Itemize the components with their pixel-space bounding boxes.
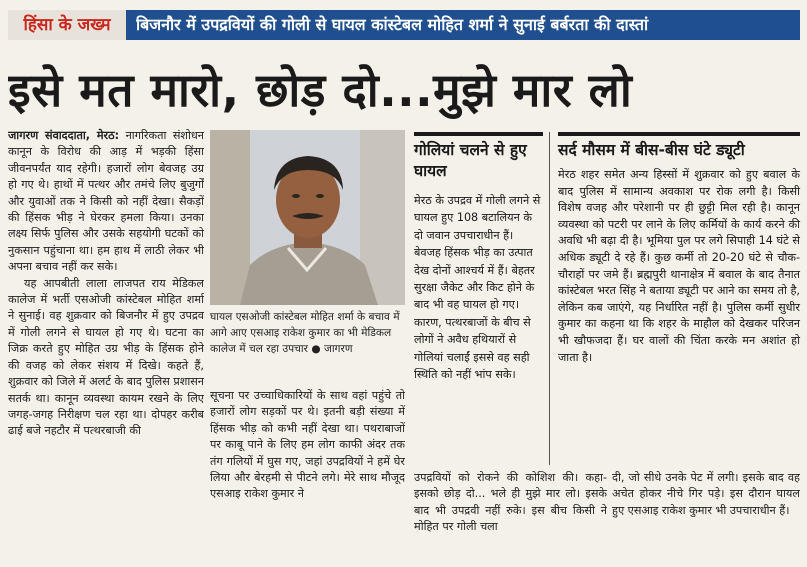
photo-illustration: [210, 130, 405, 305]
byline: जागरण संवाददाता, मेरठ:: [8, 129, 120, 142]
article-column-1: [8, 128, 204, 558]
section-tag: हिंसा के जख्म: [8, 10, 126, 40]
box-body: मेरठ शहर समेत अन्य हिस्सों में शुक्रवार को हुए बवाल के बाद पुलिस में सामान्य अवकाश पर रोक लगी है। किसी विशेष वजह और परेशानी पर ही छुट्टी मिल रही है। कानून व्यवस्था को पटरी पर लाने के लिए कर्मियों के कार्य करने की अवधि भी बढ़ा दी है। भूमिया पुल पर लगे सिपाही 14 घंटे से अधिक ड्यूटी दे रहे हैं। कुछ कर्मी तो 20-20 घंटे से चौक-चौराहों पर जमे हैं। ब्रह्मपुरी थानाक्षेत्र में बवाल के बाद तैनात कांस्टेबल भरत सिंह ने बताया ड्यूटी पर आने का समय तो है, लेकिन कब जाएंगे, यह निर्धारित नहीं है। पुलिस कर्मी सुधीर कुमार का कहना था कि शहर के माहौल को देखकर परिजन भी खौफजदा हैं। घर वालों की चिंता करके मन अशांत हो जाता है।: [558, 168, 800, 364]
photo-caption: [210, 310, 405, 380]
caption-text: घायल एसओजी कांस्टेबल मोहित शर्मा के बचाव में आगे आए एसआइ राकेश कुमार का भी मेडिकल कालेज में चल रहा उपचार: [210, 311, 400, 355]
main-headline: इसे मत मारो, छोड़ दो...मुझे मार लो: [8, 63, 633, 117]
kicker-headline: बिजनौर में उपद्रवियों की गोली से घायल कांस्टेबल मोहित शर्मा ने सुनाई बर्बरता की दास्तां: [136, 15, 649, 34]
paragraph: यह आपबीती लाला लाजपत राय मेडिकल कालेज में भर्ती एसओजी कांस्टेबल मोहित शर्मा ने सुनाई। वह शुक्रवार को बिजनौर में हुए उपद्रव में गोली लगने से घायल हो गए थे। घटना का जिक्र करते हुए मोहित उग्र भीड़ के हिंसक होने की वजह को लेकर संशय में दिखे। कहते हैं, शुक्रवार को जिले में अलर्ट के बाद पुलिस प्रशासन सतर्क था। कानून व्यवस्था कायम रखने के लिए जगह-जगह निरीक्षण चल रहा था। दोपहर करीब ढाई बजे नहटौर में पत्थरबाजी की: [8, 276, 204, 438]
lead-paragraph: [8, 128, 204, 276]
section-strip: [8, 10, 800, 40]
box-title: सर्द मौसम में बीस-बीस घंटे ड्यूटी: [558, 132, 800, 161]
sidebar-box-injured: [414, 132, 550, 465]
box-body: मेरठ के उपद्रव में गोली लगने से घायल हुए 108 बटालियन के दो जवान उपचाराधीन हैं। बेवजह हिंसक भीड़ का उत्पात देख दोनों आश्चर्य में हैं। बेहतर सुरक्षा जैकेट और किट होने के बाद भी वह घायल हो गए। कारण, पत्थरबाजों के बीच से लोगों ने अवैध हथियारों से गोलियां चलाईं इससे वह सही स्थिति को नहीं भांप सके।: [414, 194, 541, 382]
paragraph-text: नागरिकता संशोधन कानून के विरोध की आड़ में भड़की हिंसा जीवनपर्यंत याद रहेगी। हजारों लोग बेवजह उग्र हो गए थे। हाथों में पत्थर और तमंचे लिए बुजुर्गों और युवाओं तक ने किसी को नहीं देखा। सैकड़ों की हिंसक भीड़ ने घेरकर हमला किया। उनका लक्ष्य सिर्फ पुलिस और उसके सहयोगी घटकों को नुकसान पहुंचाना था। हम हाथ में लाठी लेकर भी अपना बचाव नहीं कर सके।: [8, 129, 204, 274]
constable-photo: [210, 130, 405, 305]
article-column-4: दी, जो सीधे उनके पेट में लगी। इसके बाद वह अचेत होकर नीचे गिर पड़े। इस दौरान घायल हुए एसआइ राकेश कुमार भी उपचाराधीन हैं।: [612, 471, 800, 517]
photo-credit: ● जागरण: [311, 342, 353, 355]
article-column-3: उपद्रवियों को रोकने की कोशिश की। कहा-इसको छोड़ दो... भले ही मुझे मार लो। इसके बाद भी उपद्रवी नहीं रुके। इस बीच किसी ने मोहित पर गोली चला: [414, 471, 607, 534]
box-title: गोलियां चलने से हुए घायल: [414, 132, 543, 182]
article-column-2: सूचना पर उच्चाधिकारियों के साथ वहां पहुंचे तो हजारों लोग सड़कों पर थे। इतनी बड़ी संख्या में हिंसक भीड़ को कभी नहीं देखा था। पथराबाजों पर काबू पाने के लिए हम लोग काफी अंदर तक तंग गलियों में घुस गए, जहां उपद्रवियों ने हमें घेर लिया और बेरहमी से पीटने लगे। मेरे साथ मौजूद एसआइ राकेश कुमार ने: [210, 389, 405, 501]
sidebar-box-duty: [558, 132, 800, 465]
